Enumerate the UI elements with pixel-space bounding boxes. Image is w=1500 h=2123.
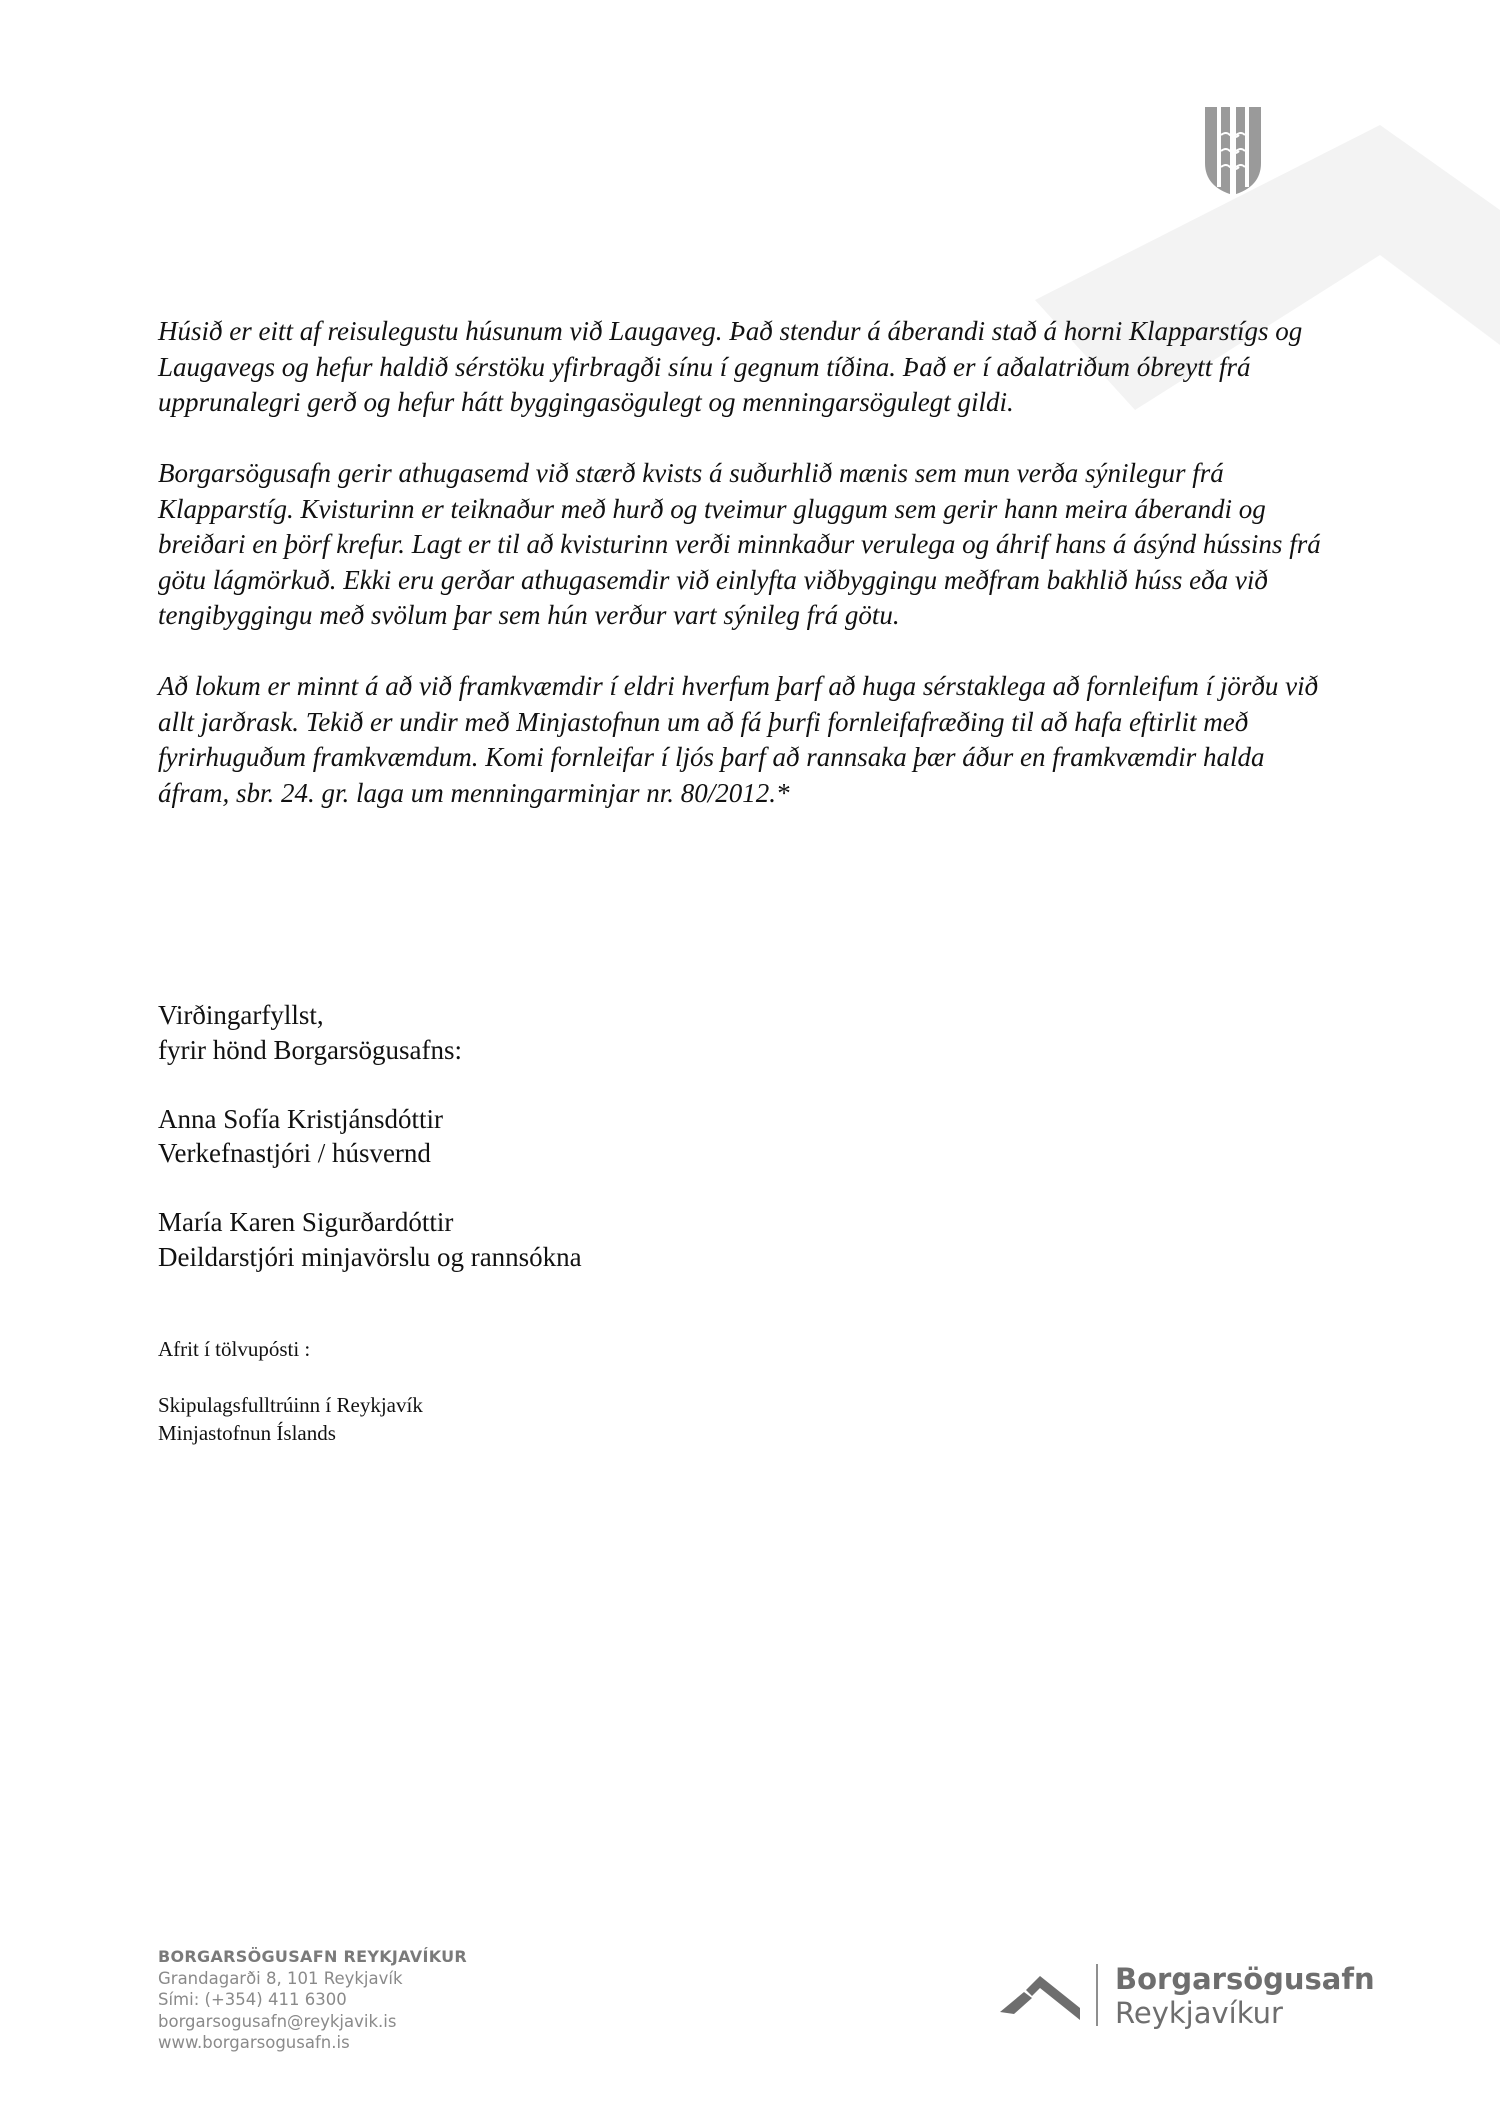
footer-logo [1000, 1962, 1380, 2040]
footer-website[interactable]: www.borgarsogusafn.is [158, 2033, 350, 2052]
copy-recipient: Minjastofnun Íslands [158, 1421, 336, 1445]
footer-address [158, 1946, 658, 2054]
reykjavik-crest-icon [1203, 105, 1263, 197]
signer-2-title: Deildarstjóri minjavörslu og rannsókna [158, 1241, 582, 1272]
letter-body [158, 314, 1338, 847]
signer-2-name: María Karen Sigurðardóttir [158, 1207, 454, 1237]
logo-divider [1096, 1964, 1098, 2026]
copies-label: Afrit í tölvupósti : [158, 1337, 311, 1361]
footer-street-address: Grandagarði 8, 101 Reykjavík [158, 1968, 403, 1988]
footer-org-name: BORGARSÖGUSAFN REYKJAVÍKUR [158, 1947, 468, 1966]
signer-1-name: Anna Sofía Kristjánsdóttir [158, 1103, 443, 1134]
signature-block [158, 998, 1058, 1274]
footer-email[interactable]: borgarsogusafn@reykjavik.is [158, 2011, 397, 2031]
logo-city: Reykjavíkur [1115, 1996, 1283, 2030]
borgarsogusafn-roof-logo-icon [1000, 1968, 1080, 2028]
paragraph-archaeology-reminder: Að lokum er minnt á að við framkvæmdir í eldri hverfum þarf að huga sérstaklega að fornleifum í jörðu við allt jarðrask. Tekið er undir með Minjastofnun um að fá þurfi fornleifafræðing til að hafa eftirlit með fyrirhuguðum framkvæmdum. Komi fornleifar í ljós þarf að rannsaka þær áður en framkvæmdir halda áfram, sbr. 24. gr. laga um menningarminjar nr. 80/2012.* [158, 671, 1319, 808]
on-behalf-text: fyrir hönd Borgarsögusafns: [158, 1034, 462, 1065]
signer-1-title: Verkefnastjóri / húsvernd [158, 1138, 431, 1168]
copy-recipient: Skipulagsfulltrúinn í Reykjavík [158, 1393, 423, 1417]
paragraph-building-significance: Húsið er eitt af reisulegustu húsunum við Laugaveg. Það stendur á áberandi stað á horni Klapparstígs og Laugavegs og hefur haldið sérstöku yfirbragði sínu í gegnum tíðina. Það er í aðalatriðum óbreytt frá upprunalegri gerð og hefur hátt byggingasögulegt og menningarsögulegt gildi. [158, 316, 1303, 417]
paragraph-dormer-remarks: Borgarsögusafn gerir athugasemd við stærð kvists á suðurhlið mænis sem mun verða sýnilegur frá Klapparstíg. Kvisturinn er teiknaður með hurð og tveimur gluggum sem gerir hann meira áberandi og breiðari en þörf krefur. Lagt er til að kvisturinn verði minnkaður verulega og áhrif hans á ásýnd hússins frá götu lágmörkuð. Ekki eru gerðar athugasemdir við einlyfta viðbyggingu meðfram bakhlið húss eða við tengibyggingu með svölum þar sem hún verður vart sýnileg frá götu. [158, 458, 1321, 630]
closing-text: Virðingarfyllst, [158, 1000, 324, 1030]
logo-name: Borgarsögusafn [1115, 1962, 1375, 1996]
copies-block [158, 1335, 858, 1447]
footer-phone: Sími: (+354) 411 6300 [158, 1990, 347, 2009]
